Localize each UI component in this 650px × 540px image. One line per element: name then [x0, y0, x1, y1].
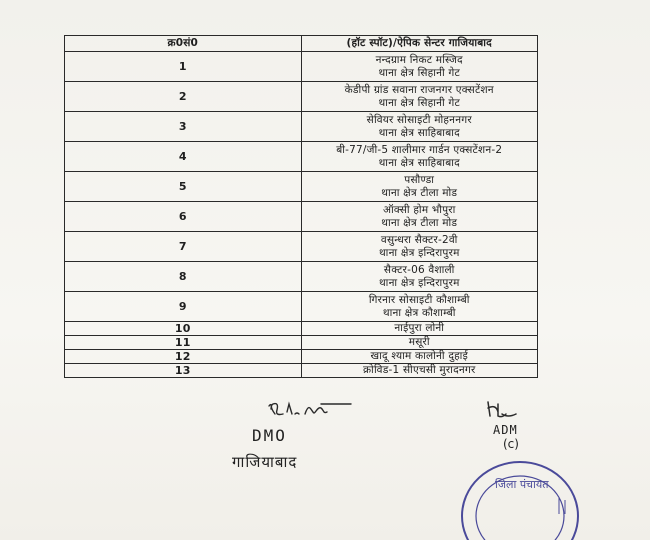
header-serial-number: क्र0सं0	[65, 36, 302, 52]
location-name: सेवियर सोसाइटी मोहननगर	[366, 113, 472, 126]
table-row	[65, 172, 538, 202]
police-station: थाना क्षेत्र सिहानी गेट	[378, 96, 461, 109]
dmo-label: DMO	[252, 426, 287, 445]
table-row	[65, 322, 538, 336]
table-body	[65, 52, 538, 378]
row-location	[301, 112, 538, 142]
police-station: थाना क्षेत्र साहिबाबाद	[378, 126, 460, 139]
location-name: बी-77/जी-5 शालीमार गार्डन एक्सटेंशन-2	[336, 143, 503, 156]
row-location	[301, 52, 538, 82]
adm-label: ADM	[493, 423, 518, 437]
header-title: (हॉट स्पॉट)/ऐपिक सेन्टर गाजियाबाद	[301, 36, 538, 52]
adm-extra: (c)	[503, 437, 519, 451]
row-serial: 13	[65, 364, 302, 378]
table-row	[65, 262, 538, 292]
location-name: नन्दग्राम निकट मस्जिद	[375, 53, 463, 66]
row-location	[301, 232, 538, 262]
location-name: क्रोविड-1 सीएचसी मुरादनगर	[301, 364, 538, 378]
row-serial: 12	[65, 350, 302, 364]
dmo-signature	[265, 400, 375, 428]
location-name: खादू श्याम कालोनी दुहाई	[301, 350, 538, 364]
location-name: ऑक्सी होम भौपुरा	[382, 203, 456, 216]
police-station: थाना क्षेत्र साहिबाबाद	[378, 156, 460, 169]
location-name: पसौण्डा	[404, 173, 435, 186]
adm-signature	[484, 396, 524, 424]
row-serial: 6	[65, 202, 302, 232]
table-row	[65, 112, 538, 142]
location-name: मसूरी	[301, 336, 538, 350]
table-row	[65, 142, 538, 172]
row-location	[301, 292, 538, 322]
row-serial: 5	[65, 172, 302, 202]
table-row	[65, 202, 538, 232]
table-header-row	[65, 36, 538, 52]
police-station: थाना क्षेत्र टीला मोड	[381, 216, 458, 229]
dmo-place: गाजियाबाद	[232, 453, 298, 471]
row-serial: 9	[65, 292, 302, 322]
row-location	[301, 262, 538, 292]
row-location	[301, 142, 538, 172]
row-serial: 3	[65, 112, 302, 142]
location-name: केडीपी ग्रांड सवाना राजनगर एक्सटेंशन	[344, 83, 494, 96]
police-station: थाना क्षेत्र इन्दिरापुरम	[378, 276, 460, 289]
table-row	[65, 232, 538, 262]
location-name: गिरनार सोसाइटी कौशाम्बी	[368, 293, 470, 306]
seal-text: जिला पंचायत	[495, 478, 549, 491]
row-serial: 4	[65, 142, 302, 172]
row-location	[301, 202, 538, 232]
table-row	[65, 336, 538, 350]
table-row	[65, 350, 538, 364]
table-row	[65, 52, 538, 82]
table-row	[65, 82, 538, 112]
hotspot-table	[64, 35, 538, 378]
row-serial: 8	[65, 262, 302, 292]
row-serial: 7	[65, 232, 302, 262]
row-location	[301, 82, 538, 112]
official-seal-icon	[455, 458, 585, 540]
row-serial: 10	[65, 322, 302, 336]
row-serial: 11	[65, 336, 302, 350]
police-station: थाना क्षेत्र सिहानी गेट	[378, 66, 461, 79]
table-row	[65, 364, 538, 378]
location-name: वसुन्धरा सैक्टर-2वी	[380, 233, 458, 246]
police-station: थाना क्षेत्र कौशाम्बी	[382, 306, 456, 319]
police-station: थाना क्षेत्र टीला मोड	[381, 186, 458, 199]
police-station: थाना क्षेत्र इन्दिरापुरम	[378, 246, 460, 259]
row-serial: 2	[65, 82, 302, 112]
row-serial: 1	[65, 52, 302, 82]
table-row	[65, 292, 538, 322]
row-location	[301, 172, 538, 202]
location-name: सैक्टर-06 वैशाली	[383, 263, 455, 276]
location-name: नाईपुरा लोनी	[301, 322, 538, 336]
